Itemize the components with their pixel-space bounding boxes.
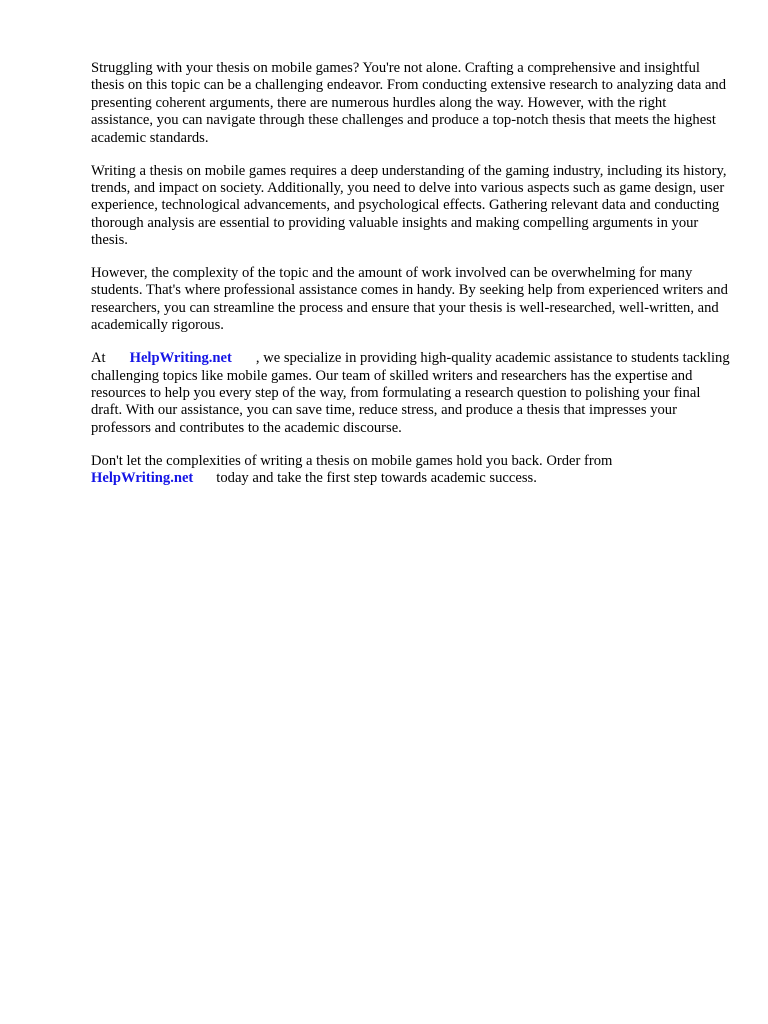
paragraph-requirements: Writing a thesis on mobile games requires a deep understanding of the gaming industry, including its history, trends, and impact on society. Additionally, you need to delve into various aspects such as game design, user experience, technological advancements, and psychological effects. Gathering relevant data and conducting thorough analysis are essential to providing valuable insights and making compelling arguments in your thesis. <box>91 162 727 249</box>
paragraph-cta-text: today and take the first step towards academic success. <box>216 470 537 487</box>
paragraph-service-text: , we specialize in providing high-quality academic assistance to students tackling challenging topics like mobile games. Our team of skilled writers and researchers has the expertise and resources to help you every step of the way, from formulating a research question to polishing your final draft. With our assistance, you can save time, reduce stress, and produce a thesis that impresses your professors and contributes to the academic discourse. <box>91 350 730 436</box>
helpwriting-link-2[interactable]: HelpWriting.net <box>91 470 194 487</box>
paragraph-call-to-action <box>91 453 731 488</box>
paragraph-service <box>91 350 731 437</box>
paragraph-cta-lead: Don't let the complexities of writing a thesis on mobile games hold you back. Order from <box>91 452 613 469</box>
paragraph-intro: Struggling with your thesis on mobile games? You're not alone. Crafting a comprehensive and insightful thesis on this topic can be a challenging endeavor. From conducting extensive research to analyzing data and presenting coherent arguments, there are numerous hurdles along the way. However, with the right assistance, you can navigate through these challenges and produce a top-notch thesis that meets the highest academic standards. <box>91 60 727 146</box>
helpwriting-link[interactable]: HelpWriting.net <box>129 350 232 367</box>
document-body <box>91 60 731 503</box>
paragraph-service-lead: At <box>91 350 106 367</box>
paragraph-complexity: However, the complexity of the topic and the amount of work involved can be overwhelming for many students. That's where professional assistance comes in handy. By seeking help from experienced writers and researchers, you can streamline the process and ensure that your thesis is well-researched, well-written, and academically rigorous. <box>91 265 728 334</box>
